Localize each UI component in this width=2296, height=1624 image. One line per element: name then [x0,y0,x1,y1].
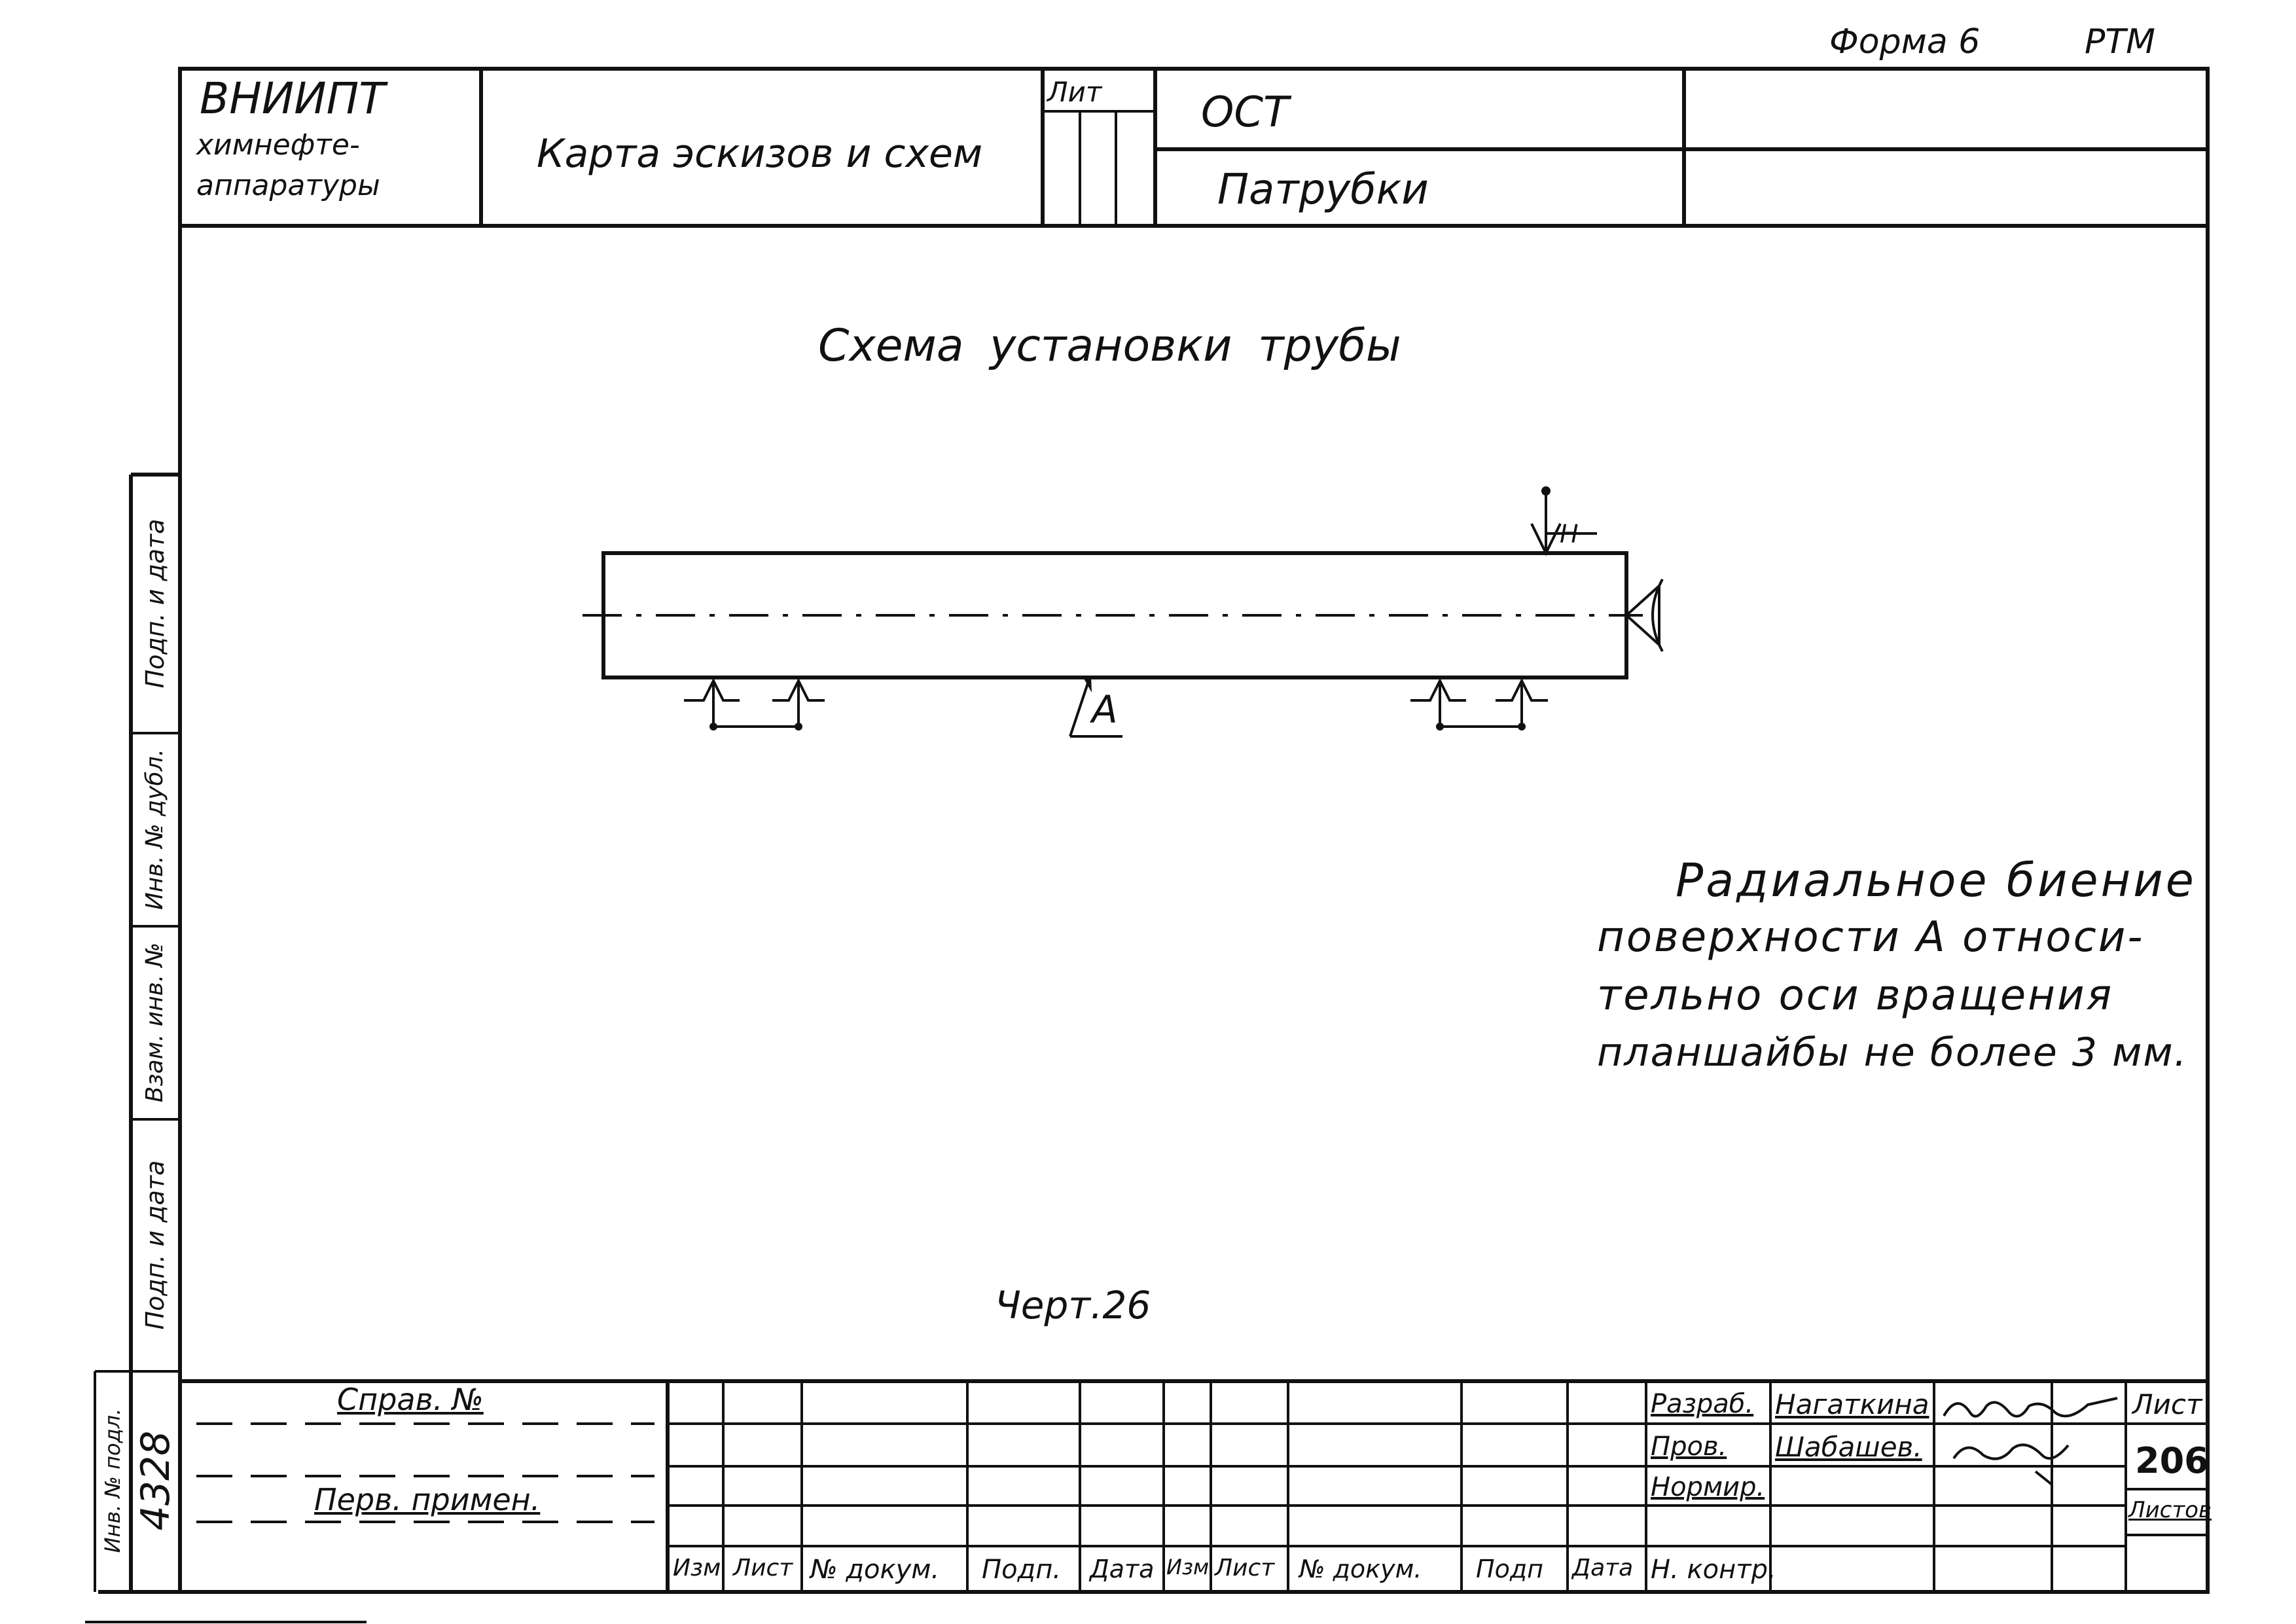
sheet-label: Лист [2132,1388,2202,1420]
col-header-list: Лист [733,1555,793,1581]
inventory-number: 4328 [133,1430,179,1531]
outer-border [180,69,2208,1592]
pipe-scheme [583,486,1662,736]
sprav-label: Справ. № [337,1382,484,1417]
figure-caption: Черт.26 [995,1283,1151,1327]
requirement-line: поверхности А относи- [1597,913,2145,962]
col-header-data: Дата [1090,1555,1155,1583]
col-header-dokum: № докум. [810,1555,940,1585]
load-label: Н [1560,520,1579,549]
col-header-izm: Изм [673,1555,721,1581]
scheme-title: Схема установки трубы [818,320,1401,372]
side-stamp-cell: Подп. и дата [141,1160,170,1330]
sheet-number: 206 [2135,1440,2209,1481]
lit-label: Лит [1047,76,1102,108]
card-title: Карта эскизов и схем [537,131,983,177]
side-stamp-cell: Подп. и дата [141,518,170,689]
perv-primen-label: Перв. примен. [314,1482,541,1517]
org-name: ВНИИПТ [200,73,386,124]
org-name-line2: химнефте- [196,128,360,162]
role-razrab: Разраб. [1651,1389,1754,1419]
role-normir: Нормир. [1651,1472,1765,1502]
col-header-podp: Подп. [982,1555,1062,1585]
col-header-izm: Изм [1166,1555,1210,1579]
sheets-label: Листов [2128,1497,2212,1523]
side-stamp-cell: Инв. № дубл. [141,748,168,911]
col-header-dokum: № докум. [1299,1555,1422,1583]
checker-name: Шабашев. [1775,1431,1922,1463]
requirement-line: планшайбы не более 3 мм. [1597,1030,2188,1075]
form-code: РТМ [2085,22,2155,62]
part-name: Патрубки [1217,166,1429,214]
role-prov: Пров. [1651,1432,1727,1462]
requirement-line: тельно оси вращения [1597,971,2114,1020]
side-stamp-cell: Инв. № подл. [100,1408,125,1553]
developer-name: Нагаткина [1775,1388,1929,1420]
form-label: Форма 6 [1829,22,1981,62]
side-stamp-cell: Взам. инв. № [141,942,168,1103]
surface-label: A [1092,687,1118,732]
requirement-line: Радиальное биение [1676,854,2197,907]
col-header-podp: Подп [1476,1555,1543,1583]
ost-label: ОСТ [1201,88,1289,137]
role-n-kontr: Н. контр. [1651,1555,1776,1585]
org-name-line3: аппаратуры [196,169,380,202]
col-header-data: Дата [1572,1555,1634,1581]
col-header-list: Лист [1215,1555,1275,1581]
signature-developer [1937,1386,2127,1498]
requirement-note [1597,854,2197,1075]
